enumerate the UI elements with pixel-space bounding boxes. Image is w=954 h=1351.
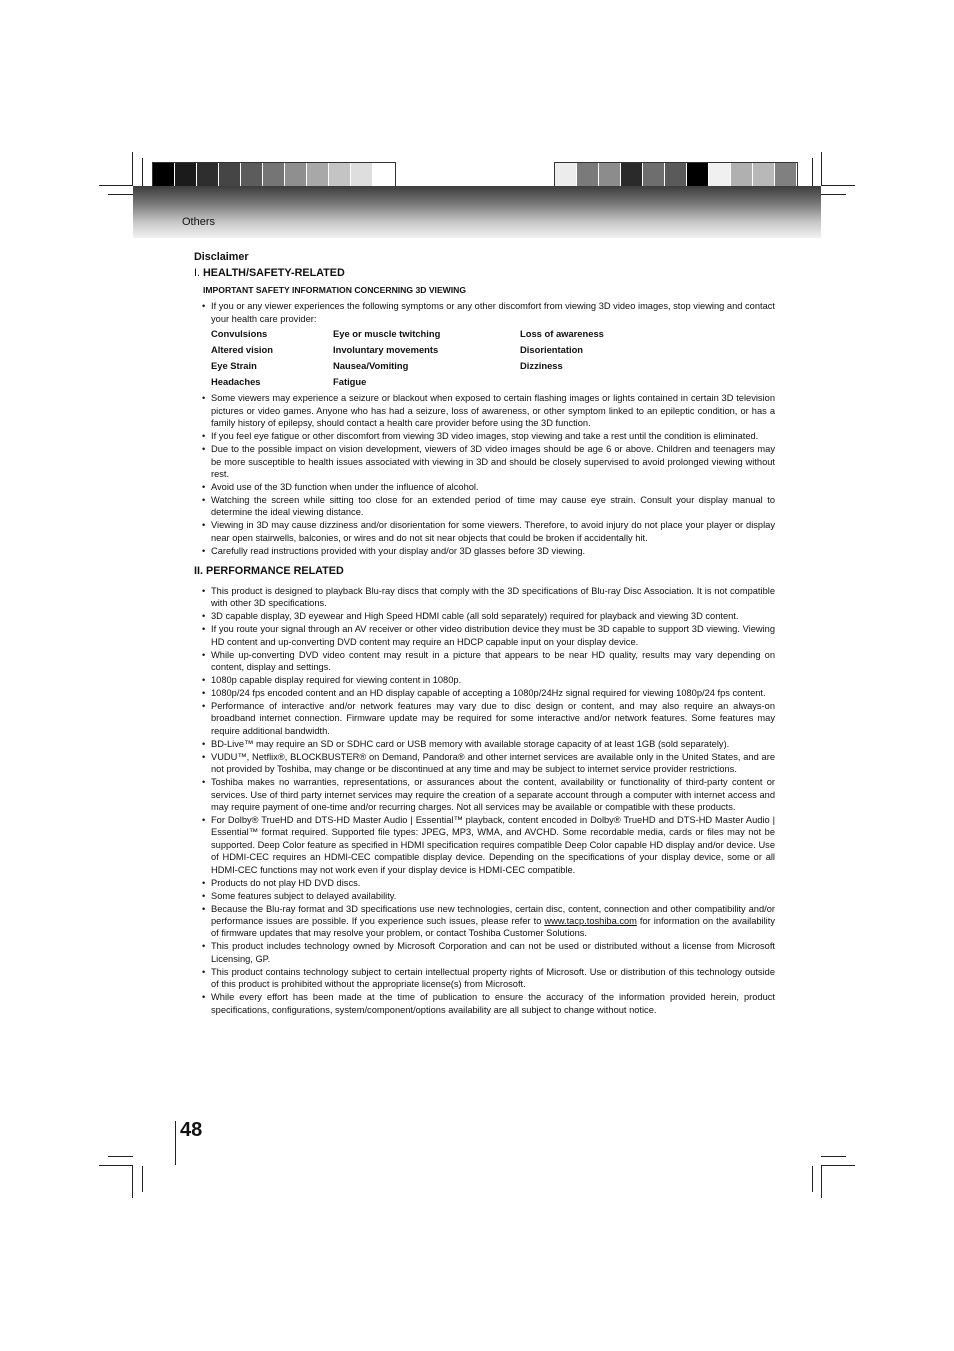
crop-mark	[99, 185, 133, 186]
list-item: • Watching the screen while sitting too close for an extended period of time may cause eye strain. Consult your display manual to determine the ideal viewing distance.	[194, 494, 775, 519]
color-bar-right	[554, 162, 798, 187]
list-item: • Because the Blu-ray format and 3D specifications use new technologies, certain disc, content, connection and other compatibility and/or performance issues are possible. If you experience such issues, please refer to www.tacp.toshiba.com for information on the availability of firmware updates that may resolve your problem, or contact Toshiba Customer Solutions.	[194, 903, 775, 940]
list-item: • Due to the possible impact on vision development, viewers of 3D video images should be age 6 or above. Children and teenagers may be more susceptible to health issues associated with viewing in 3D and should be closely supervised to avoid prolonged viewing without rest.	[194, 443, 775, 480]
section-heading-health: I. HEALTH/SAFETY-RELATED	[194, 267, 345, 280]
symptoms-table	[211, 328, 775, 388]
color-bar-left	[152, 162, 396, 187]
color-swatch	[307, 163, 329, 186]
crop-mark	[821, 1165, 855, 1166]
page-title: Disclaimer	[194, 251, 249, 263]
list-item: • 1080p/24 fps encoded content and an HD display capable of accepting a 1080p/24Hz signal required for viewing 1080p/24 fps content.	[194, 687, 775, 699]
list-item: • If you route your signal through an AV receiver or other video distribution device they must be 3D capable to support 3D viewing. Viewing HD content and up-converting DVD content may require an HDCP capable input on your display device.	[194, 623, 775, 648]
color-swatch	[197, 163, 219, 186]
list-item: • Some viewers may experience a seizure or blackout when exposed to certain flashing images or lights contained in certain 3D television pictures or video games. Anyone who has had a seizure, loss of awareness, or other symptom linked to an epileptic condition, or has a family history of epilepsy, should contact a health care provider before using the 3D function.	[194, 392, 775, 429]
crop-mark	[821, 1166, 822, 1198]
color-swatch	[555, 163, 577, 186]
symptom-cell: Convulsions	[211, 328, 268, 340]
color-swatch	[775, 163, 797, 186]
crop-mark	[821, 185, 855, 186]
list-item: • For Dolby® TrueHD and DTS-HD Master Audio | Essential™ playback, content encoded in Dolby® TrueHD and DTS-HD Master Audio | Essential™ format required. Supported file types: JPEG, MP3, WMA, and AVCHD. Some recordable media, cards or files may not be supported. Deep Color feature as specified in HDMI specification requires compatible Deep Color capable HD display and/or device. Use of HDMI-CEC requires an HDMI-CEC compatible display device. Depending on the specifications of your display device, some or all HDMI-CEC functions may not work even if your display device is HDMI-CEC compatible.	[194, 814, 775, 876]
crop-mark	[812, 158, 813, 186]
color-swatch	[153, 163, 175, 186]
list-item: • While up-converting DVD video content may result in a picture that appears to be near HD quality, results may vary depending on content, display and settings.	[194, 649, 775, 674]
list-item: • 1080p capable display required for viewing content in 1080p.	[194, 674, 775, 686]
color-swatch	[219, 163, 241, 186]
symptom-cell	[520, 376, 670, 388]
crop-mark	[132, 152, 133, 186]
crop-mark	[99, 1165, 133, 1166]
section-heading-performance: II. PERFORMANCE RELATED	[194, 565, 344, 578]
page-number-rule	[175, 1121, 176, 1165]
color-swatch	[709, 163, 731, 186]
list-item: • Viewing in 3D may cause dizziness and/or disorientation for some viewers. Therefore, to avoid injury do not place your player or display near open stairwells, balconies, or wires and do not sit near objects that could be broken if accidentally hit.	[194, 519, 775, 544]
color-swatch	[285, 163, 307, 186]
list-item: • This product is designed to playback Blu-ray discs that comply with the 3D specifications of Blu-ray Disc Association. It is not compatible with other 3D specifications.	[194, 585, 775, 610]
symptom-cell: Fatigue	[333, 376, 367, 388]
crop-mark	[108, 194, 133, 195]
color-swatch	[241, 163, 263, 186]
crop-mark	[108, 1156, 133, 1157]
color-swatch	[687, 163, 709, 186]
performance-bullet-list	[194, 585, 775, 902]
symptom-cell: Involuntary movements	[333, 344, 439, 356]
color-swatch	[373, 163, 395, 186]
color-swatch	[175, 163, 197, 186]
header-banner	[133, 186, 821, 238]
crop-mark	[142, 1166, 143, 1192]
support-link[interactable]: www.tacp.toshiba.com	[544, 915, 637, 926]
color-swatch	[753, 163, 775, 186]
symptom-cell: Disorientation	[520, 344, 584, 356]
section-subheading: IMPORTANT SAFETY INFORMATION CONCERNING 3D VIEWING	[203, 284, 467, 295]
crop-mark	[142, 158, 143, 186]
section-label: Others	[182, 216, 216, 228]
crop-mark	[132, 1166, 133, 1198]
color-swatch	[621, 163, 643, 186]
crop-mark	[821, 152, 822, 186]
list-item: • VUDU™, Netflix®, BLOCKBUSTER® on Demand, Pandora® and other internet services are available only in the United States, and are not provided by Toshiba, may change or be discontinued at any time and may be subject to internet service provider restrictions.	[194, 751, 775, 776]
list-item: • Performance of interactive and/or network features may vary due to disc design or content, and may also require an always-on broadband internet connection. Firmware update may be required for some interactive and/or network features. Some features may require additional bandwidth.	[194, 700, 775, 737]
color-swatch	[329, 163, 351, 186]
performance-bullet-list-end	[194, 940, 775, 1016]
list-item: • This product includes technology owned by Microsoft Corporation and can not be used or distributed without a license from Microsoft Licensing, GP.	[194, 940, 775, 965]
list-item: • BD-Live™ may require an SD or SDHC card or USB memory with available storage capacity of at least 1GB (sold separately).	[194, 738, 775, 750]
list-item: • If you feel eye fatigue or other discomfort from viewing 3D video images, stop viewing and take a rest until the condition is eliminated.	[194, 430, 775, 442]
page-number: 48	[180, 1119, 203, 1141]
color-swatch	[665, 163, 687, 186]
list-item: • Toshiba makes no warranties, representations, or assurances about the content, availability or functionality of third-party content or services. Use of third party internet services may require the creation of a separate account through a computer with internet access and may require payment of one-time and/or recurring charges. Not all services may be available or compatible with these products.	[194, 776, 775, 813]
list-item: • Avoid use of the 3D function when under the influence of alcohol.	[194, 481, 775, 493]
symptom-cell: Eye or muscle twitching	[333, 328, 441, 340]
health-bullet-list	[194, 392, 775, 557]
symptom-cell: Altered vision	[211, 344, 273, 356]
disclaimer-content	[194, 251, 775, 1017]
list-item: • 3D capable display, 3D eyewear and High Speed HDMI cable (all sold separately) required for playback and viewing 3D content.	[194, 610, 775, 622]
crop-mark	[821, 194, 846, 195]
crop-mark	[812, 1166, 813, 1192]
list-item: • Products do not play HD DVD discs.	[194, 877, 775, 889]
list-item: • Carefully read instructions provided with your display and/or 3D glasses before 3D viewing.	[194, 545, 775, 557]
symptom-cell: Eye Strain	[211, 360, 257, 372]
list-item: • If you or any viewer experiences the following symptoms or any other discomfort from viewing 3D video images, stop viewing and contact your health care provider:	[194, 300, 775, 325]
color-swatch	[643, 163, 665, 186]
color-swatch	[731, 163, 753, 186]
crop-mark	[821, 1156, 846, 1157]
list-item: • Some features subject to delayed availability.	[194, 890, 775, 902]
color-swatch	[351, 163, 373, 186]
symptom-cell: Dizziness	[520, 360, 563, 372]
health-intro-list	[194, 300, 775, 325]
color-swatch	[263, 163, 285, 186]
color-swatch	[577, 163, 599, 186]
performance-link-bullet	[194, 903, 775, 940]
symptom-cell: Headaches	[211, 376, 261, 388]
list-item: • While every effort has been made at the time of publication to ensure the accuracy of the information provided herein, product specifications, configurations, system/component/options availability are all subject to change without notice.	[194, 991, 775, 1016]
color-swatch	[599, 163, 621, 186]
symptom-cell: Nausea/Vomiting	[333, 360, 409, 372]
symptom-cell: Loss of awareness	[520, 328, 604, 340]
list-item: • This product contains technology subject to certain intellectual property rights of Microsoft. Use or distribution of this technology outside of this product is prohibited without the appropriate license(s) from Microsoft.	[194, 966, 775, 991]
